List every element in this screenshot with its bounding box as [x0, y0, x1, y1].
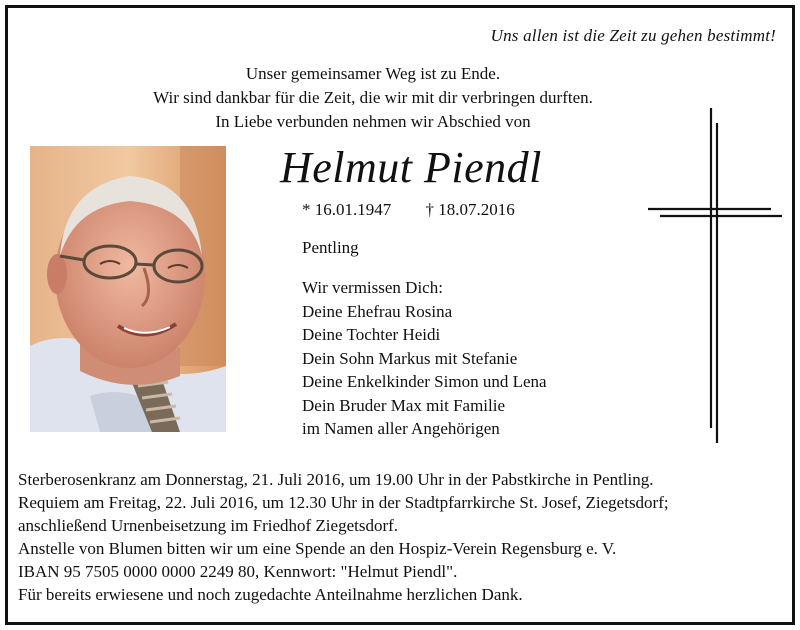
mourners-heading: Wir vermissen Dich:	[302, 278, 443, 297]
death-date: † 18.07.2016	[425, 200, 515, 219]
intro-line: Wir sind dankbar für die Zeit, die wir mit dir verbringen durften.	[153, 88, 593, 107]
info-line: Für bereits erwiesene und noch zugedachte Anteilnahme herzlichen Dank.	[18, 585, 523, 604]
mourner-line: im Namen aller Angehörigen	[302, 419, 500, 438]
birth-date: * 16.01.1947	[302, 200, 392, 219]
mourner-line: Deine Enkelkinder Simon und Lena	[302, 372, 547, 391]
life-dates	[302, 200, 515, 220]
mourners-list	[302, 276, 547, 441]
residence: Pentling	[302, 238, 359, 257]
mourner-line: Dein Bruder Max mit Familie	[302, 395, 506, 415]
intro-text	[8, 62, 738, 134]
intro-line: Unser gemeinsamer Weg ist zu Ende.	[245, 64, 501, 83]
info-line: Sterberosenkranz am Donnerstag, 21. Juli 2016, um 19.00 Uhr in der Pabstkirche in Pentling.	[18, 470, 654, 489]
info-line: Anstelle von Blumen bitten wir um eine Spende an den Hospiz-Verein Regensburg e. V.	[18, 539, 617, 558]
info-line: IBAN 95 7505 0000 0000 2249 80, Kennwort: "Helmut Piendl".	[18, 562, 458, 581]
intro-line: In Liebe verbunden nehmen wir Abschied von	[215, 112, 531, 131]
info-line: Requiem am Freitag, 22. Juli 2016, um 12.30 Uhr in der Stadtpfarrkirche St. Josef, Ziegetsdorf;	[18, 493, 669, 512]
mourner-line: Dein Sohn Markus mit Stefanie	[302, 348, 518, 368]
service-information	[18, 468, 669, 606]
mourner-line: Deine Ehefrau Rosina	[302, 301, 453, 321]
mourner-line: Deine Tochter Heidi	[302, 325, 441, 344]
motto: Uns allen ist die Zeit zu gehen bestimmt!	[490, 26, 776, 45]
portrait-photo	[30, 146, 226, 432]
cross-icon	[648, 108, 784, 448]
deceased-name: Helmut Piendl	[280, 143, 542, 192]
info-line: anschließend Urnenbeisetzung im Friedhof Ziegetsdorf.	[18, 516, 399, 535]
obituary-notice	[5, 5, 795, 625]
